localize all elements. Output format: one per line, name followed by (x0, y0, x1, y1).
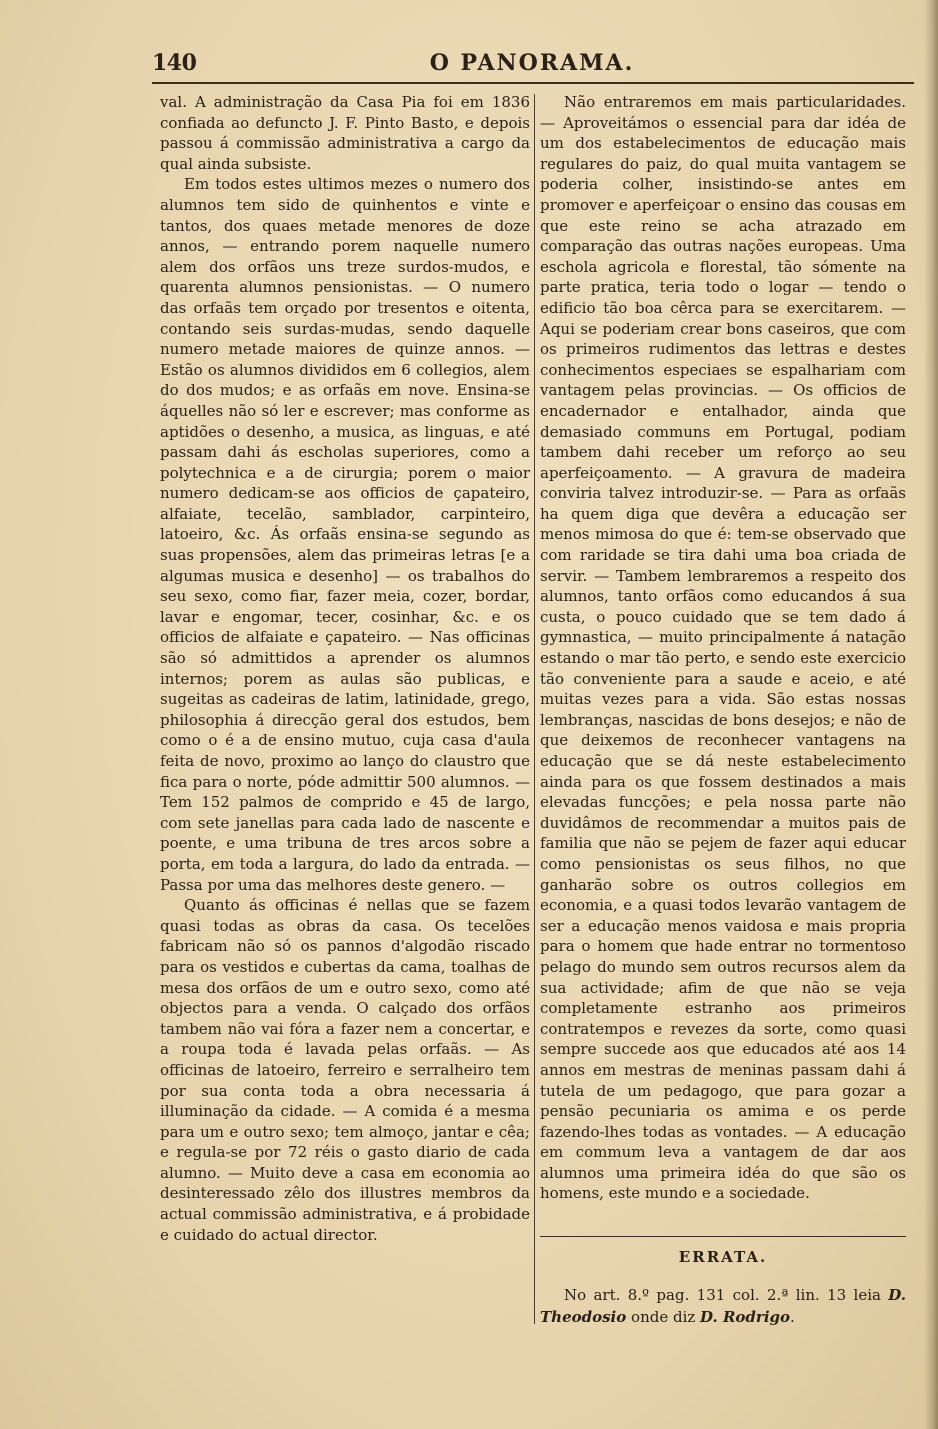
left-column (160, 92, 530, 1245)
right-column (540, 92, 906, 1204)
errata-text-before: No art. 8.º pag. 131 col. 2.ª lin. 13 leia (564, 1286, 889, 1304)
page-edge-shadow (924, 0, 938, 1429)
errata-wrong-name: D. Rodrigo (700, 1308, 791, 1326)
left-paragraph: Em todos estes ultimos mezes o numero dos alumnos tem sido de quinhentos e vinte e tantos, dos quaes metade menores de doze annos, — entrando porem naquelle numero alem dos orfãos uns treze surdos-mudos, e quarenta alumnos pensionistas. — O numero das orfaãs tem orçado por tresentos e oitenta, contando seis surdas-mudas, sendo daquelle numero metade maiores de quinze annos. — Estão os alumnos divididos em 6 collegios, alem do dos mudos; e as orfaãs em nove. Ensina-se áquelles não só ler e escrever; mas conforme as aptidões o desenho, a musica, as linguas, e até passam dahi ás escholas superiores, como a polytechnica e a de cirurgia; porem o maior numero dedicam-se aos officios de çapateiro, alfaiate, tecelão, samblador, carpinteiro, latoeiro, &c. Ás orfaãs ensina-se segundo as suas propensões, alem das primeiras letras [e a algumas musica e desenho] — os trabalhos do seu sexo, como fiar, fazer meia, cozer, bordar, lavar e engomar, tecer, cosinhar, &c. e os officios de alfaiate e çapateiro. — Nas officinas são só admittidos a aprender os alumnos internos; porem as aulas são publicas, e sugeitas as cadeiras de latim, latinidade, grego, philosophia á direcção geral dos estudos, bem como o é a de ensino mutuo, cuja casa d'aula feita de novo, proximo ao lanço do claustro que fica para o norte, póde admittir 500 alumnos. — Tem 152 palmos de comprido e 45 de largo, com sete janellas para cada lado de nascente e poente, e uma tribuna de tres arcos sobre a porta, em toda a largura, do lado da entrada. — Passa por uma das melhores deste genero. — (160, 175, 530, 894)
errata-correct-name: D. Theodosio (540, 1286, 906, 1326)
right-paragraph: Não entraremos em mais particularidades. — Aproveitámos o essencial para dar idéa de um dos estabelecimentos de educação mais regulares do paiz, do qual muita vantagem se poderia colher, insistindo-se antes em promover e aperfeiçoar o ensino das cousas em que este reino se acha atrazado em comparação das outras nações europeas. Uma eschola agricola e florestal, tão sómente na parte pratica, teria todo o logar — tendo o edificio tão boa cêrca para se exercitarem. — Aqui se poderiam crear bons caseiros, que com os primeiros rudimentos das lettras e destes conhecimentos especiaes se espalhariam com vantagem pelas provincias. — Os officios de encadernador e entalhador, ainda que demasiado communs em Portugal, podiam tambem dahi receber um reforço ao seu aperfeiçoamento. — A gravura de madeira conviria talvez introduzir-se. — Para as orfaãs ha quem diga que devêra a educação ser menos mimosa do que é: tem-se observado que com raridade se tira dahi uma boa criada de servir. — Tambem lembraremos a respeito dos alumnos, tanto orfãos como educandos á sua custa, o pouco cuidado que se tem dado á gymnastica, — muito principalmente á natação estando o mar tão perto, e sendo este exercicio tão conveniente para a saude e aceio, e até muitas vezes para a vida. São estas nossas lembranças, nascidas de bons desejos; e não de que deixemos de reconhecer vantagens na educação que se dá neste estabelecimento ainda para os que fossem destinados a mais elevadas funcções; e pela nossa parte não duvidâmos de recommendar a muitos pais de familia que não se pejem de fazer aqui educar como pensionistas os seus filhos, no que ganharão sobre os outros collegios em economia, e a quasi todos levarão vantagem de ser a educação menos vaidosa e mais propria para o homem que hade entrar no tormentoso pelago do mundo sem outros recursos alem da sua actividade; afim de que não se veja completamente estranho aos primeiros contratempos e revezes da sorte, como quasi sempre succede aos que educados até aos 14 annos em mestras de meninas passam dahi á tutela de um pedagogo, que para gozar a pensão pecuniaria os amima e os perde fazendo-lhes todas as vontades. — A educação em commum leva a vantagem de dar aos alumnos uma primeira idéa do que são os homens, este mundo e a sociedade. (540, 93, 906, 1203)
page-number: 140 (152, 50, 197, 76)
page-header (152, 50, 912, 82)
errata-text (540, 1284, 906, 1328)
errata-rule (540, 1236, 906, 1237)
left-paragraph: Quanto ás officinas é nellas que se fazem quasi todas as obras da casa. Os tecelões fabricam não só os pannos d'algodão riscado para os vestidos e cubertas da cama, toalhas de mesa dos orfãos de um e outro sexo, como até objectos para a venda. O calçado dos orfãos tambem não vai fóra a fazer nem a concertar, e a roupa toda é lavada pelas orfaãs. — As officinas de latoeiro, ferreiro e serralheiro tem por sua conta toda a obra necessaria á illuminação da cidade. — A comida é a mesma para um e outro sexo; tem almoço, jantar e cêa; e regula-se por 72 réis o gasto diario de cada alumno. — Muito deve a casa em economia ao desinteressado zêlo dos illustres membros da actual commissão administrativa, e á probidade e cuidado do actual director. (160, 896, 530, 1244)
header-rule (152, 82, 914, 84)
errata-text-after: . (790, 1308, 795, 1326)
errata-text-middle: onde diz (626, 1308, 701, 1326)
journal-title: O PANORAMA. (429, 50, 635, 76)
errata-title: ERRATA. (678, 1248, 768, 1266)
left-paragraph: val. A administração da Casa Pia foi em 1836 confiada ao defuncto J. F. Pinto Basto, e depois passou á commissão administrativa a cargo da qual ainda subsiste. (160, 93, 530, 173)
column-divider (534, 94, 535, 1324)
